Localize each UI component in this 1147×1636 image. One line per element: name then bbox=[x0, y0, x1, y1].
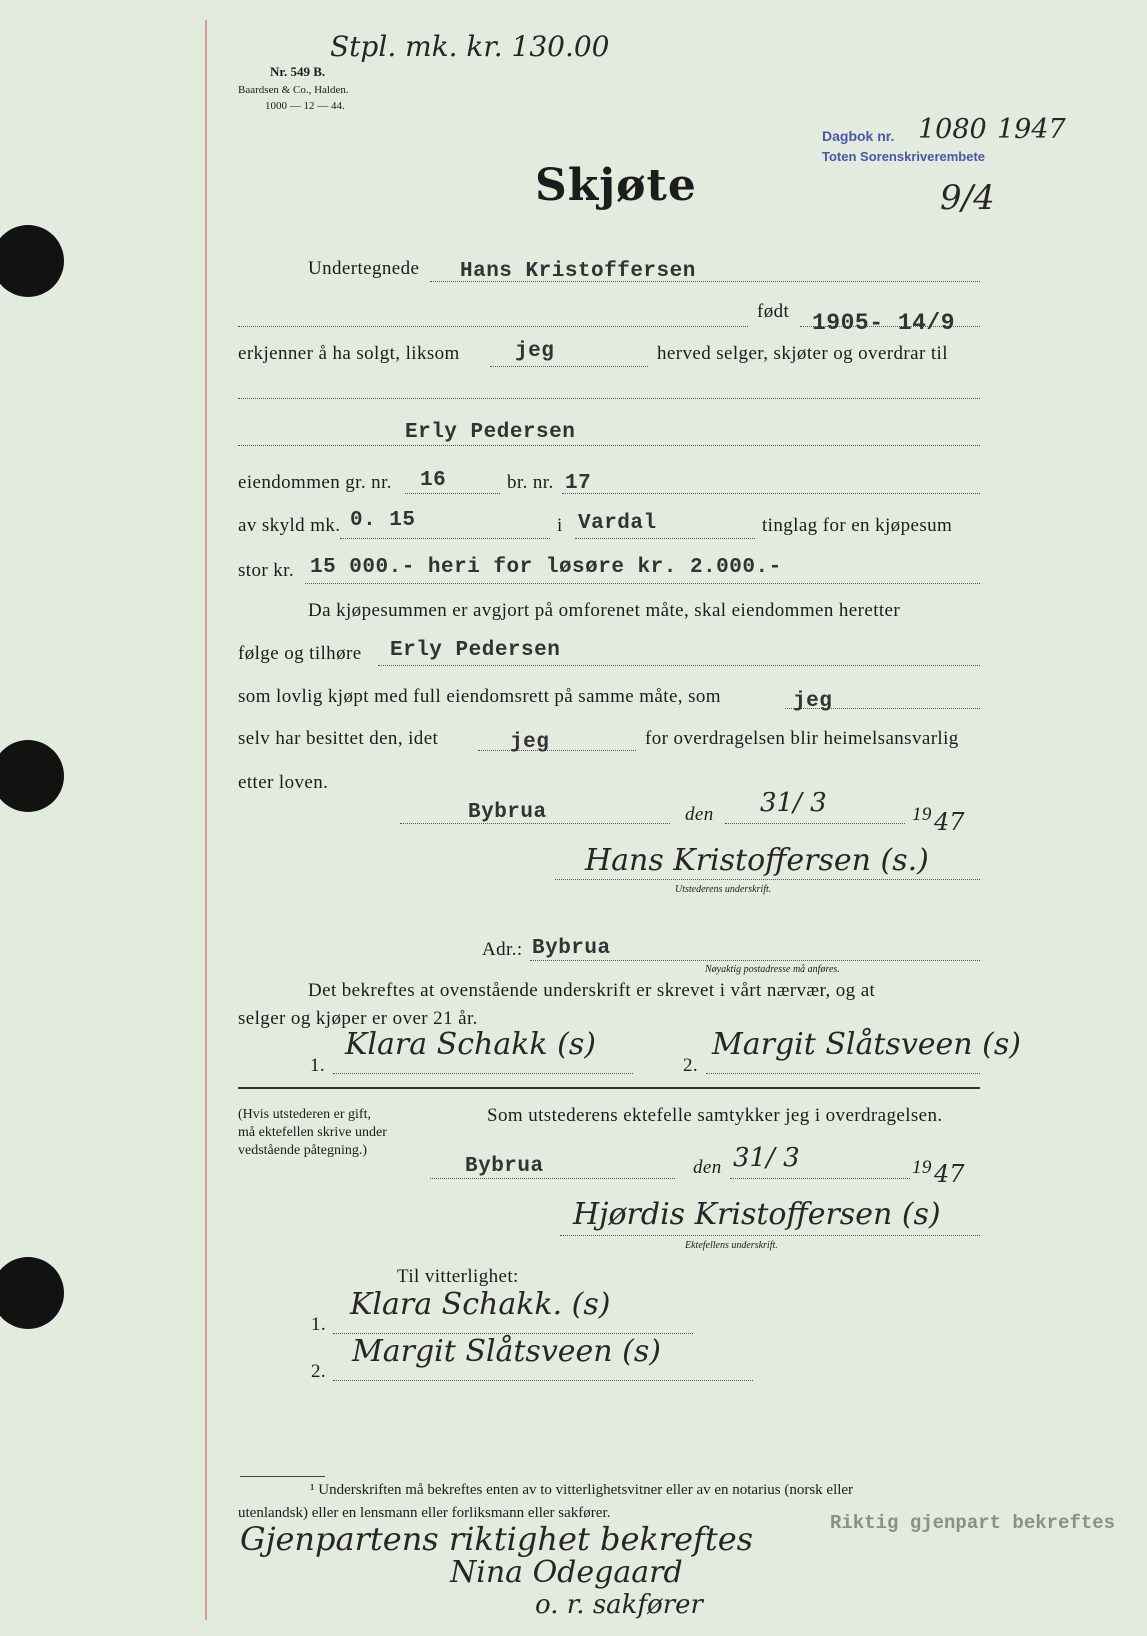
document-title: Skjøte bbox=[535, 160, 697, 211]
pronoun: jeg bbox=[515, 340, 555, 363]
dotted-line bbox=[725, 823, 905, 824]
dotted-line bbox=[305, 583, 980, 584]
diary-year: 1947 bbox=[997, 114, 1066, 145]
stor-label: stor kr. bbox=[238, 560, 294, 581]
punch-hole bbox=[0, 1257, 64, 1329]
confirm-witness-2-signature: Margit Slåtsveen (s) bbox=[712, 1027, 1021, 1062]
dotted-line bbox=[706, 1073, 980, 1074]
hereby-text: herved selger, skjøter og overdrar til bbox=[657, 343, 948, 364]
section-divider bbox=[238, 1087, 980, 1089]
dotted-line bbox=[333, 1380, 753, 1381]
dotted-line bbox=[238, 398, 980, 399]
address-caption: Nøyaktig postadresse må anføres. bbox=[705, 964, 840, 975]
punch-hole bbox=[0, 740, 64, 812]
spouse-note-line-1: (Hvis utstederen er gift, bbox=[238, 1107, 371, 1122]
registry-stamp bbox=[822, 128, 894, 144]
certification-title: o. r. sakfører bbox=[535, 1590, 703, 1620]
pronoun-3: jeg bbox=[510, 731, 550, 754]
witness-1-number: 1. bbox=[311, 1314, 327, 1335]
diary-number: 1080 bbox=[918, 114, 987, 145]
lawful-text: som lovlig kjøpt med full eiendomsrett på samme måte, som bbox=[238, 686, 721, 707]
seller-name: Hans Kristoffersen bbox=[460, 260, 696, 283]
follow-label: følge og tilhøre bbox=[238, 643, 362, 664]
stamp-date: 9/4 bbox=[940, 178, 995, 218]
dotted-line bbox=[378, 665, 980, 666]
dotted-line bbox=[478, 750, 636, 751]
signing-date: 31/ 3 bbox=[760, 788, 827, 818]
warranty-text: for overdragelsen blir heimelsansvarlig bbox=[645, 728, 959, 749]
margin-rule bbox=[205, 20, 207, 1620]
confirm-witness-2-number: 2. bbox=[683, 1055, 699, 1076]
witness-1-signature: Klara Schakk. (s) bbox=[350, 1287, 611, 1322]
year-suffix: 47 bbox=[934, 808, 965, 836]
spouse-signature-caption: Ektefellens underskrift. bbox=[685, 1240, 778, 1251]
br-label: br. nr. bbox=[507, 472, 554, 493]
confirmation-line-1: Det bekreftes at ovenstående underskrift er skrevet i vårt nærvær, og at bbox=[308, 980, 876, 1001]
seller-signature-caption: Utstederens underskrift. bbox=[675, 884, 772, 895]
in-label: i bbox=[557, 515, 563, 536]
gr-number: 16 bbox=[420, 469, 447, 492]
skyld-value: 0. 15 bbox=[350, 509, 416, 532]
print-run: 1000 — 12 — 44. bbox=[265, 100, 345, 112]
spouse-date: 31/ 3 bbox=[733, 1143, 800, 1173]
born-date: 1905- 14/9 bbox=[812, 310, 956, 336]
dotted-line bbox=[530, 960, 980, 961]
spouse-consent-text: Som utstederens ektefelle samtykker jeg i overdragelsen. bbox=[487, 1105, 943, 1126]
address-value: Bybrua bbox=[532, 937, 611, 960]
dotted-line bbox=[238, 445, 980, 446]
follow-name: Erly Pedersen bbox=[390, 639, 561, 662]
footnote-line-2: utenlandsk) eller en lensmann eller forliksmann eller sakfører. bbox=[238, 1505, 611, 1521]
stamp-office: Toten Sorenskriverembete bbox=[822, 149, 986, 164]
dotted-line bbox=[575, 538, 755, 539]
footnote-rule bbox=[240, 1476, 325, 1477]
skyld-label: av skyld mk. bbox=[238, 515, 341, 536]
municipality: Vardal bbox=[578, 512, 657, 535]
spouse-year-prefix: 19 bbox=[912, 1157, 932, 1178]
certification-handwritten: Gjenpartens riktighet bekreftes bbox=[240, 1520, 754, 1558]
confirm-witness-1-number: 1. bbox=[310, 1055, 326, 1076]
undersigned-label: Undertegnede bbox=[308, 258, 420, 279]
purchase-price: 15 000.- heri for løsøre kr. 2.000.- bbox=[310, 556, 782, 579]
spouse-note-line-3: vedstående påtegning.) bbox=[238, 1143, 368, 1158]
dotted-line bbox=[405, 493, 500, 494]
dotted-line bbox=[238, 326, 748, 327]
spouse-signature: Hjørdis Kristoffersen (s) bbox=[573, 1197, 941, 1232]
dotted-line bbox=[560, 1235, 980, 1236]
dotted-line bbox=[333, 1073, 633, 1074]
dotted-line bbox=[340, 538, 550, 539]
stamp-label: Dagbok nr. bbox=[822, 128, 895, 144]
printer-name: Baardsen & Co., Halden. bbox=[238, 84, 349, 96]
paragraph-2-line-1: Da kjøpesummen er avgjort på omforenet måte, skal eiendommen heretter bbox=[308, 600, 901, 621]
pronoun-2: jeg bbox=[793, 690, 833, 713]
fee-note: Stpl. mk. kr. 130.00 bbox=[330, 30, 610, 63]
spouse-year-suffix: 47 bbox=[934, 1160, 965, 1188]
confirmation-line-2: selger og kjøper er over 21 år. bbox=[238, 1008, 478, 1029]
spouse-place: Bybrua bbox=[465, 1155, 544, 1178]
den-label: den bbox=[685, 804, 714, 825]
witness-2-number: 2. bbox=[311, 1361, 327, 1382]
property-label: eiendommen gr. nr. bbox=[238, 472, 392, 493]
dotted-line bbox=[490, 366, 648, 367]
certification-stamp: Riktig gjenpart bekreftes bbox=[830, 1512, 1116, 1534]
dotted-line bbox=[730, 1178, 910, 1179]
br-number: 17 bbox=[565, 472, 592, 495]
tinglag-text: tinglag for en kjøpesum bbox=[762, 515, 953, 536]
spouse-den-label: den bbox=[693, 1157, 722, 1178]
punch-hole bbox=[0, 225, 64, 297]
spouse-note-line-2: må ektefellen skrive under bbox=[238, 1125, 387, 1140]
owned-text: selv har besittet den, idet bbox=[238, 728, 439, 749]
dotted-line bbox=[555, 879, 980, 880]
form-number: Nr. 549 B. bbox=[270, 64, 326, 79]
witness-2-signature: Margit Slåtsveen (s) bbox=[352, 1334, 661, 1369]
dotted-line bbox=[562, 493, 980, 494]
buyer-name: Erly Pedersen bbox=[405, 421, 576, 444]
seller-signature: Hans Kristoffersen (s.) bbox=[585, 843, 929, 878]
witnesses-label: Til vitterlighet: bbox=[397, 1266, 519, 1287]
signing-place: Bybrua bbox=[468, 801, 547, 824]
confirm-witness-1-signature: Klara Schakk (s) bbox=[345, 1027, 596, 1062]
footnote-line-1: ¹ Underskriften må bekreftes enten av to vitterlighetsvitner eller av en notarius (norsk eller bbox=[310, 1482, 854, 1498]
law-text: etter loven. bbox=[238, 772, 329, 793]
address-label: Adr.: bbox=[482, 939, 523, 960]
born-label: født bbox=[757, 301, 790, 322]
dotted-line bbox=[430, 1178, 675, 1179]
certification-signature: Nina Odegaard bbox=[450, 1555, 683, 1590]
year-prefix: 19 bbox=[912, 804, 932, 825]
acknowledge-text: erkjenner å ha solgt, liksom bbox=[238, 343, 460, 364]
